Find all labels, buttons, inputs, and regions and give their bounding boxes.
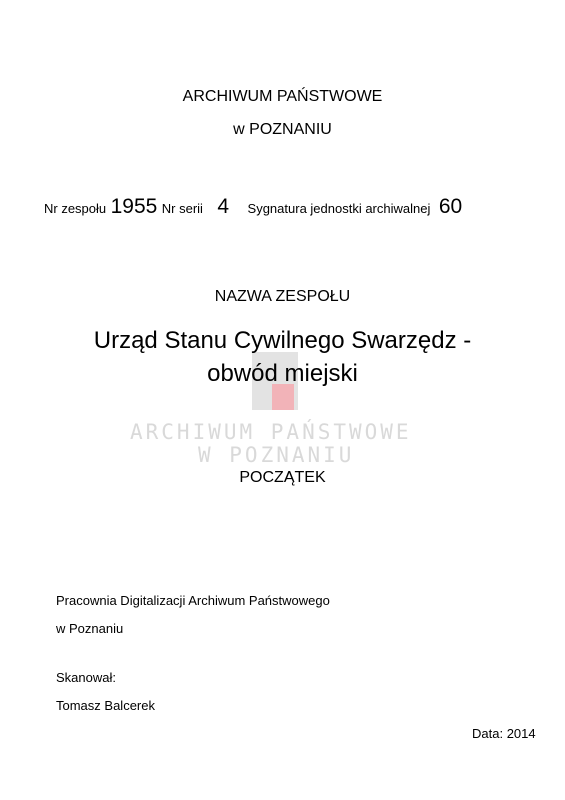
- fonds-number: 1955: [110, 195, 158, 218]
- date-value: 2014: [506, 726, 536, 741]
- reference-line: [44, 195, 462, 219]
- fonds-name-line2: obwód miejski: [207, 360, 358, 387]
- series-label: Nr serii: [161, 201, 203, 216]
- signature-label: Sygnatura jednostki archiwalnej: [247, 201, 431, 216]
- watermark-text-line1: ARCHIWUM PAŃSTWOWE: [130, 420, 412, 444]
- archive-name: ARCHIWUM PAŃSTWOWE: [182, 88, 383, 105]
- scanned-by: Tomasz Balcerek: [56, 698, 155, 713]
- watermark-text-line2: W POZNANIU: [198, 443, 355, 467]
- lab-line1: Pracownia Digitalizacji Archiwum Państwowego: [56, 593, 330, 608]
- section-label: POCZĄTEK: [239, 469, 326, 486]
- archive-city: w POZNANIU: [233, 121, 332, 138]
- signature-number: 60: [438, 195, 463, 218]
- fonds-name-line1: Urząd Stanu Cywilnego Swarzędz -: [93, 327, 472, 354]
- fonds-label: Nr zespołu: [44, 201, 107, 216]
- series-number: 4: [217, 195, 230, 218]
- scanned-label: Skanował:: [56, 670, 116, 685]
- lab-line2: w Poznaniu: [56, 621, 124, 636]
- date-line: [472, 726, 536, 741]
- date-label: Data:: [472, 726, 504, 741]
- fonds-name-label: NAZWA ZESPOŁU: [214, 288, 351, 305]
